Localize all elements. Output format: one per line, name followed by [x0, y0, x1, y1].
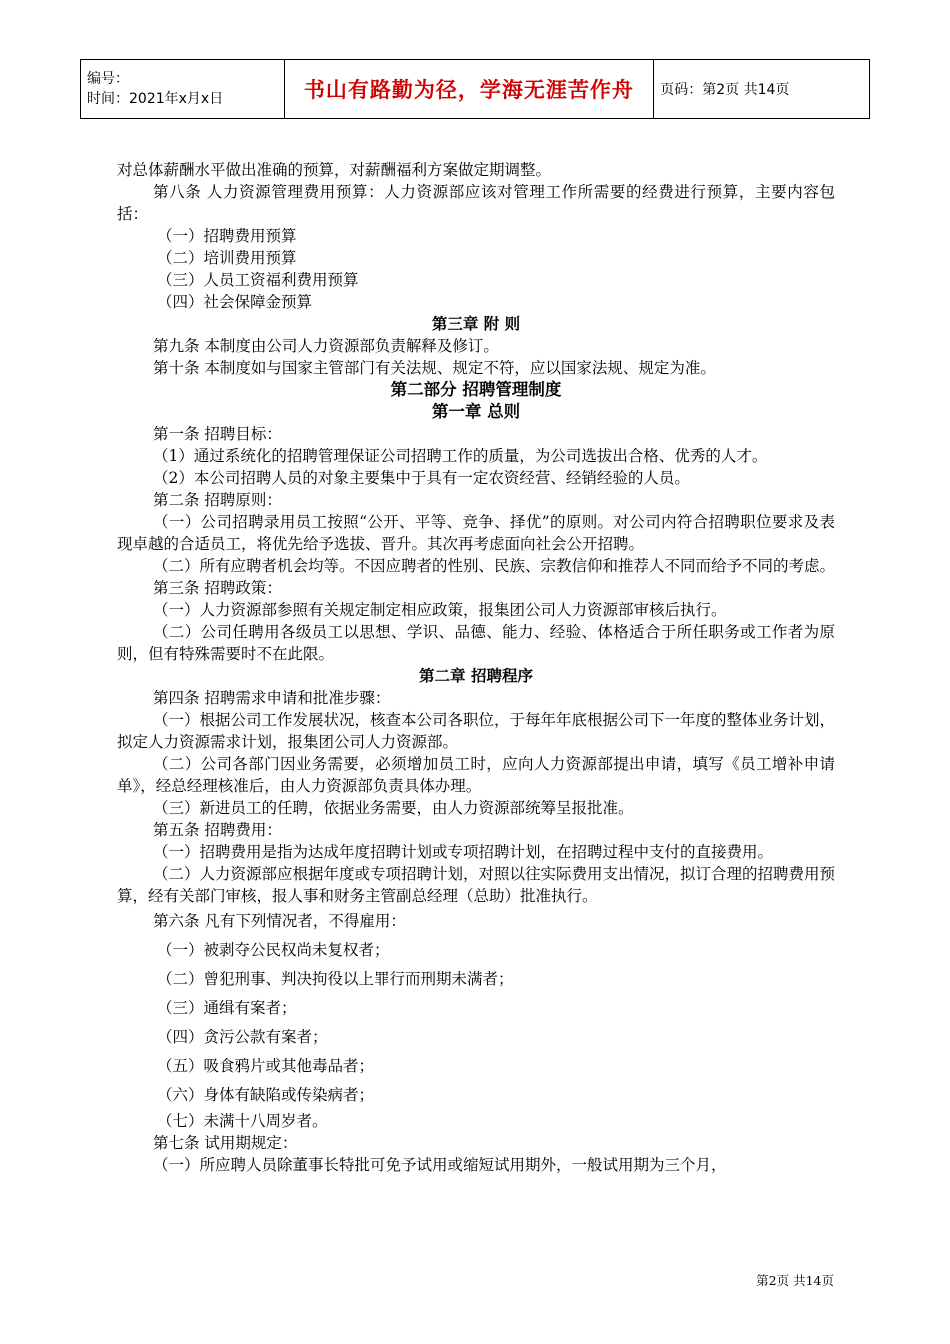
article-2: 第二条 招聘原则：: [153, 491, 282, 509]
list-item: （二）人力资源部应根据年度或专项招聘计划，对照以往实际费用支出情况，拟订合理的招聘费用预算，经有关部门审核，报人事和财务主管副总经理（总助）批准执行。: [117, 865, 836, 905]
article-3: 第三条 招聘政策：: [153, 579, 282, 597]
article-10: 第十条 本制度如与国家主管部门有关法规、规定不符，应以国家法规、规定为准。: [153, 359, 716, 377]
list-item: （三）人员工资福利费用预算: [157, 271, 359, 289]
article-7: 第七条 试用期规定：: [153, 1134, 298, 1152]
list-item: （一）公司招聘录用员工按照“公开、平等、竞争、择优”的原则。对公司内符合招聘职位要求及表现卓越的合适员工，将优先给予选拔、晋升。其次再考虑面向社会公开招聘。: [117, 513, 835, 553]
article-4: 第四条 招聘需求申请和批准步骤：: [153, 689, 391, 707]
list-item: （七）未满十八周岁者。: [157, 1112, 328, 1130]
list-item: （二）公司各部门因业务需要，必须增加员工时，应向人力资源部提出申请，填写《员工增补申请单》，经总经理核准后，由人力资源部负责具体办理。: [117, 755, 835, 795]
list-item: （二）曾犯刑事、判决拘役以上罪行而刑期未满者；: [157, 970, 514, 988]
article-9: 第九条 本制度由公司人力资源部负责解释及修订。: [153, 337, 499, 355]
list-item: （一）招聘费用是指为达成年度招聘计划或专项招聘计划，在招聘过程中支付的直接费用。: [153, 843, 774, 861]
article-1: 第一条 招聘目标：: [153, 425, 282, 443]
list-item: （一）被剥夺公民权尚未复权者；: [157, 941, 390, 959]
paragraph: 对总体薪酬水平做出准确的预算，对薪酬福利方案做定期调整。: [117, 161, 552, 179]
chapter-heading: 第一章 总则: [431, 402, 521, 421]
header-page-number: 页码：第2页 共14页: [654, 60, 870, 119]
list-item: （四）贪污公款有案者；: [157, 1028, 328, 1046]
list-item: （一）人力资源部参照有关规定制定相应政策，报集团公司人力资源部审核后执行。: [153, 601, 727, 619]
header-meta-cell: [81, 60, 285, 119]
list-item: （一）招聘费用预算: [157, 227, 297, 245]
list-item: （2）本公司招聘人员的对象主要集中于具有一定农资经营、经销经验的人员。: [153, 469, 690, 487]
part-heading: 第二部分 招聘管理制度: [390, 380, 562, 399]
list-item: （二）培训费用预算: [157, 249, 297, 267]
article-8: 第八条 人力资源管理费用预算：人力资源部应该对管理工作所需要的经费进行预算，主要内容包括：: [117, 183, 835, 223]
header-motto: 书山有路勤为径，学海无涯苦作舟: [284, 60, 654, 119]
list-item: （1）通过系统化的招聘管理保证公司招聘工作的质量，为公司选拔出合格、优秀的人才。: [153, 447, 768, 465]
list-item: （一）根据公司工作发展状况，核查本公司各职位，于每年年底根据公司下一年度的整体业务计划，拟定人力资源需求计划，报集团公司人力资源部。: [117, 711, 836, 751]
chapter-heading: 第三章 附 则: [431, 315, 521, 333]
list-item: （一）所应聘人员除董事长特批可免予试用或缩短试用期外，一般试用期为三个月，: [153, 1156, 727, 1174]
list-item: （二）所有应聘者机会均等。不因应聘者的性别、民族、宗教信仰和推荐人不同而给予不同的考虑。: [153, 557, 836, 575]
document-number-label: 编号：: [87, 71, 129, 87]
list-item: （三）新进员工的任聘，依据业务需要，由人力资源部统筹呈报批准。: [153, 799, 634, 817]
article-6: 第六条 凡有下列情况者，不得雇用：: [153, 912, 406, 930]
list-item: （五）吸食鸦片或其他毒品者；: [157, 1057, 375, 1075]
list-item: （三）通缉有案者；: [157, 999, 297, 1017]
list-item: （六）身体有缺陷或传染病者；: [157, 1086, 375, 1104]
list-item: （二）公司任聘用各级员工以思想、学识、品德、能力、经验、体格适合于所任职务或工作者为原则，但有特殊需要时不在此限。: [117, 623, 835, 663]
article-5: 第五条 招聘费用：: [153, 821, 282, 839]
document-time-label: 时间：2021年x月x日: [87, 91, 224, 107]
chapter-heading: 第二章 招聘程序: [419, 667, 533, 685]
page-footer: 第2页 共14页: [756, 1273, 834, 1288]
document-header: [80, 59, 870, 119]
list-item: （四）社会保障金预算: [157, 293, 313, 311]
document-body: [117, 159, 835, 1176]
